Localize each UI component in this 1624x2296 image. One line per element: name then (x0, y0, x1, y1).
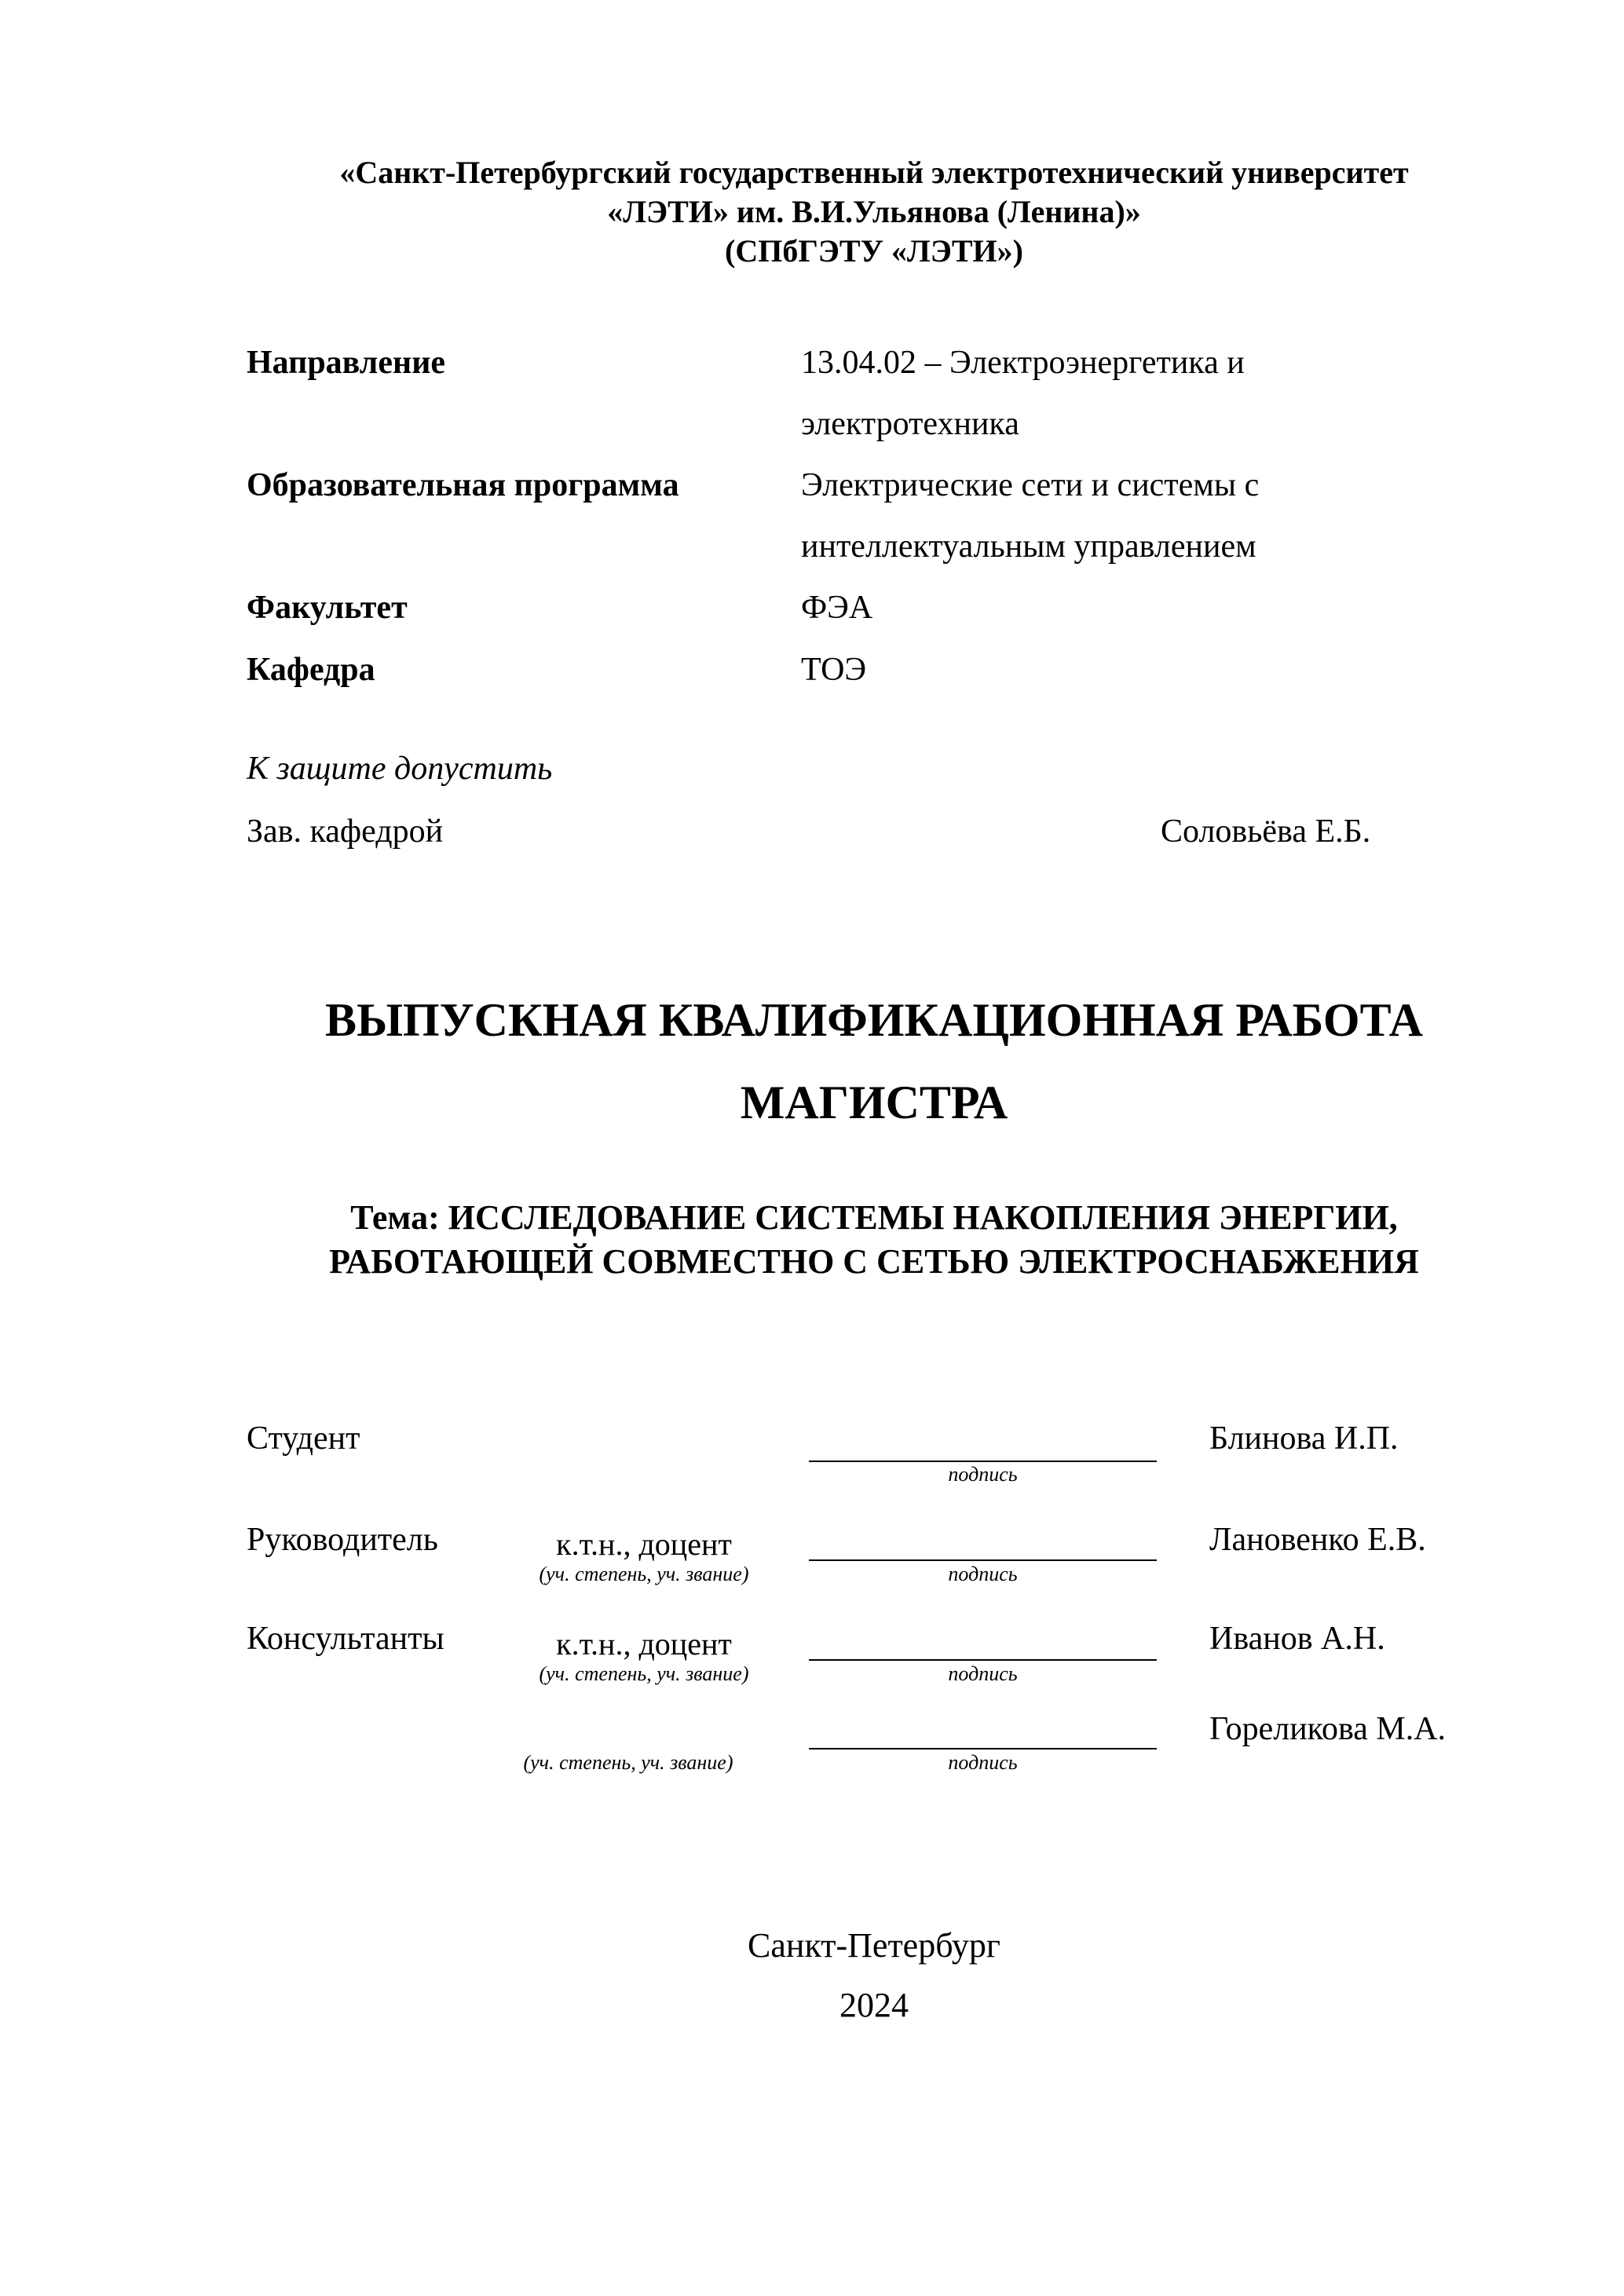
consultant1-signature-caption: подпись (948, 1662, 1018, 1685)
consultant2-name: Гореликова М.А. (1209, 1711, 1447, 1747)
head-of-department-label: Зав. кафедрой (247, 813, 444, 850)
direction-value-line2: электротехника (801, 406, 1019, 442)
program-value-line1: Электрические сети и системы с (801, 467, 1260, 503)
supervisor-name: Лановенко Е.В. (1209, 1522, 1426, 1558)
student-name: Блинова И.П. (1209, 1420, 1399, 1457)
program-value-line2: интеллектуальным управлением (801, 528, 1256, 565)
supervisor-signature-line (809, 1559, 1157, 1561)
document-title-line2: МАГИСТРА (740, 1077, 1008, 1128)
supervisor-degree-caption: (уч. степень, уч. звание) (539, 1563, 749, 1585)
consultant1-name: Иванов А.Н. (1209, 1621, 1385, 1657)
program-label: Образовательная программа (247, 467, 679, 503)
supervisor-label: Руководитель (247, 1522, 438, 1558)
head-of-department-name: Соловьёва Е.Б. (1161, 813, 1371, 850)
student-signature-caption: подпись (948, 1463, 1018, 1486)
university-name-line2: «ЛЭТИ» им. В.И.Ульянова (Ленина)» (607, 194, 1141, 229)
topic-line1: Тема: ИССЛЕДОВАНИЕ СИСТЕМЫ НАКОПЛЕНИЯ ЭНЕРГИИ, (350, 1198, 1398, 1237)
consultant1-signature-line (809, 1659, 1157, 1661)
supervisor-degree: к.т.н., доцент (556, 1526, 732, 1562)
admit-to-defense: К защите допустить (247, 751, 553, 787)
university-name-line1: «Санкт-Петербургский государственный электротехнический университет (339, 155, 1409, 190)
consultant2-signature-line (809, 1748, 1157, 1749)
year: 2024 (839, 1986, 909, 2024)
student-signature-line (809, 1461, 1157, 1462)
consultants-label: Консультанты (247, 1621, 444, 1657)
university-abbrev: (СПбГЭТУ «ЛЭТИ») (725, 233, 1023, 269)
consultant1-degree: к.т.н., доцент (556, 1626, 732, 1662)
faculty-label: Факультет (247, 590, 408, 626)
consultant2-degree-caption: (уч. степень, уч. звание) (523, 1751, 733, 1774)
direction-value-line1: 13.04.02 – Электроэнергетика и (801, 345, 1245, 381)
university-header (0, 153, 1624, 271)
document-title-line1: ВЫПУСКНАЯ КВАЛИФИКАЦИОННАЯ РАБОТА (325, 994, 1423, 1046)
consultant1-degree-caption: (уч. степень, уч. звание) (539, 1662, 749, 1685)
topic-line2: РАБОТАЮЩЕЙ СОВМЕСТНО С СЕТЬЮ ЭЛЕКТРОСНАБЖЕНИЯ (329, 1242, 1419, 1281)
city: Санкт-Петербург (748, 1926, 1000, 1965)
consultant2-signature-caption: подпись (948, 1751, 1018, 1774)
direction-label: Направление (247, 345, 446, 381)
supervisor-signature-caption: подпись (948, 1563, 1018, 1585)
student-label: Студент (247, 1420, 360, 1457)
department-label: Кафедра (247, 652, 375, 688)
faculty-value: ФЭА (801, 590, 873, 626)
department-value: ТОЭ (801, 652, 867, 688)
